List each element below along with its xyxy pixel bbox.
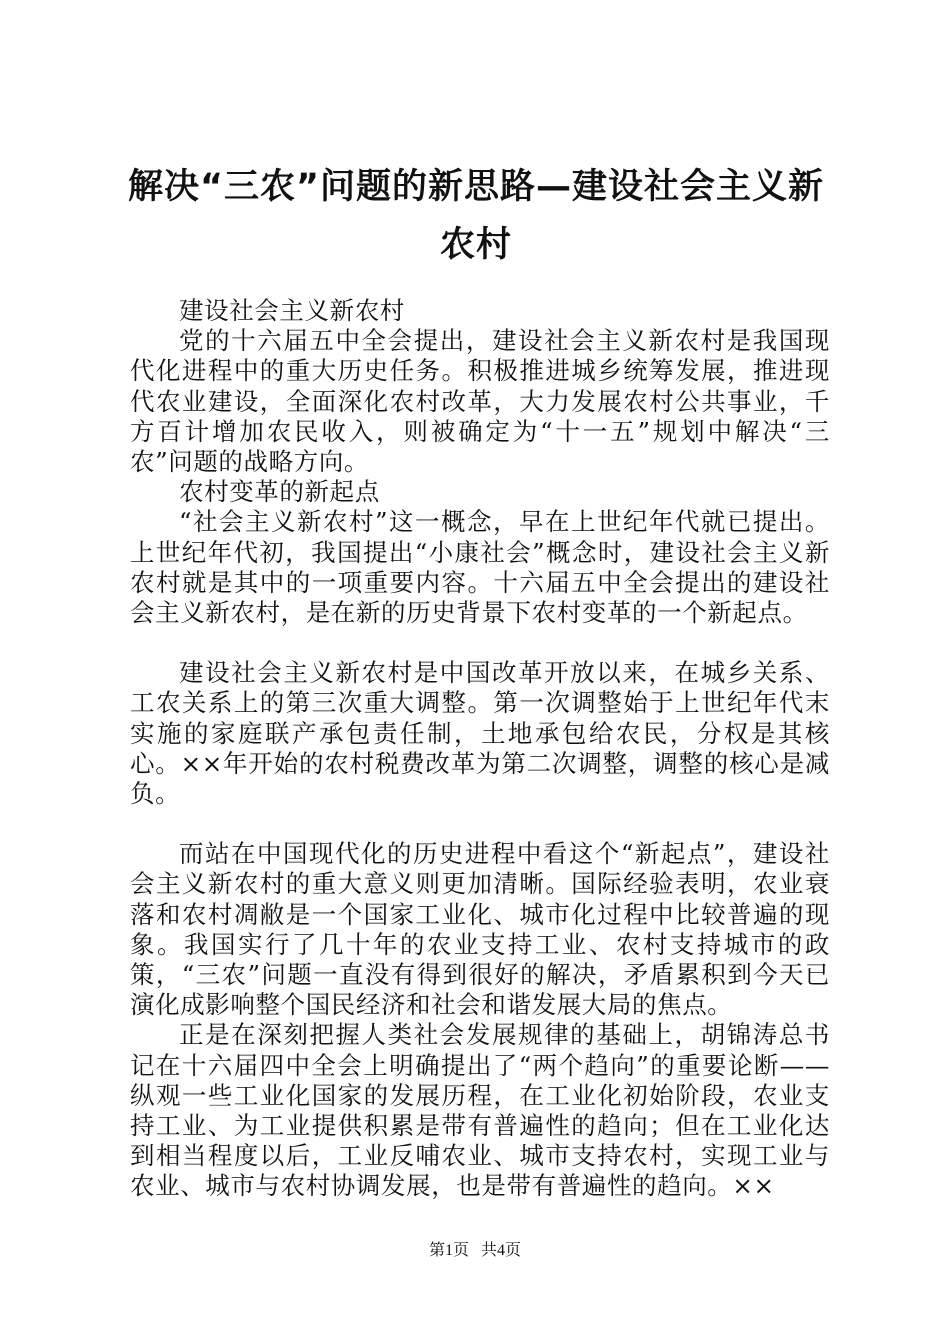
page-footer [0,1241,950,1261]
section-heading: 农村变革的新起点 [179,477,380,507]
document-title: 解决“三农”问题的新思路—建设社会主义新农村 [127,167,824,265]
paragraph: 而站在中国现代化的历史进程中看这个“新起点”，建设社会主义新农村的重大意义则更加清晰。国际经验表明，农业衰落和农村凋敝是一个国家工业化、城市化过程中比较普遍的现象。我国实行了几十年的农业支持工业、农村支持城市的政策，“三农”问题一直没有得到很好的解决，矛盾累积到今天已演化成影响整个国民经济和社会和谐发展大局的焦点。 [130,839,830,1020]
page-total: 共4页 [481,1242,522,1259]
paragraph: 建设社会主义新农村是中国改革开放以来，在城乡关系、工农关系上的第三次重大调整。第一次调整始于上世纪年代末实施的家庭联产承包责任制，土地承包给农民，分权是其核心。××年开始的农村税费改革为第二次调整，调整的核心是减负。 [130,658,830,809]
paragraph: “社会主义新农村”这一概念，早在上世纪年代就已提出。上世纪年代初，我国提出“小康社会”概念时，建设社会主义新农村就是其中的一项重要内容。十六届五中全会提出的建设社会主义新农村，是在新的历史背景下农村变革的一个新起点。 [130,507,830,628]
paragraph: 党的十六届五中全会提出，建设社会主义新农村是我国现代化进程中的重大历史任务。积极推进城乡统筹发展，推进现代农业建设，全面深化农村改革，大力发展农村公共事业，千方百计增加农民收入，则被确定为“十一五”规划中解决“三农”问题的战略方向。 [130,326,830,477]
document-body [130,296,830,1202]
section-heading: 建设社会主义新农村 [179,296,405,325]
paragraph: 正是在深刻把握人类社会发展规律的基础上，胡锦涛总书记在十六届四中全会上明确提出了“两个趋向”的重要论断——纵观一些工业化国家的发展历程，在工业化初始阶段，农业支持工业、为工业提供积累是带有普遍性的趋向；但在工业化达到相当程度以后，工业反哺农业、城市支持农村，实现工业与农业、城市与农村协调发展，也是带有普遍性的趋向。×× [130,1020,830,1201]
page-number: 第1页 [428,1242,469,1259]
